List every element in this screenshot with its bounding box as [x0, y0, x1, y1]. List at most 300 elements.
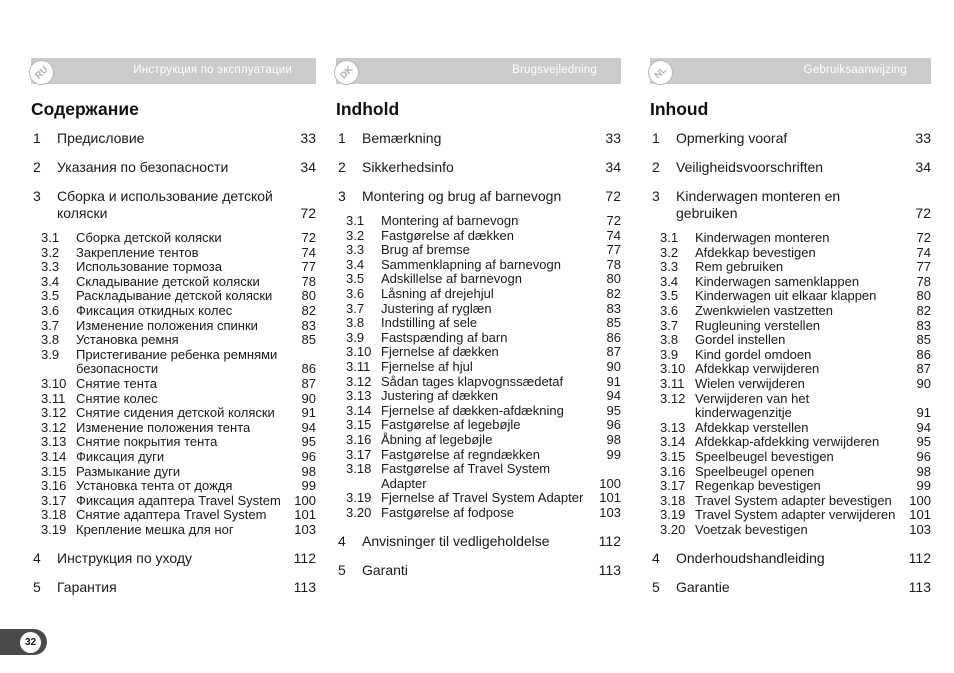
toc-entry: [336, 533, 621, 550]
toc-entry: [336, 159, 621, 176]
entry-page: 95: [916, 434, 931, 450]
entry-number: 3.5: [660, 288, 679, 304]
banner-title: Brugsvejledning: [512, 64, 597, 76]
toc-heading: Inhoud: [650, 99, 709, 119]
entry-number: 5: [652, 579, 660, 596]
entry-number: 3.6: [660, 302, 679, 318]
entry-page: 90: [301, 390, 316, 406]
entry-title: Afdekkap verwijderen: [695, 361, 820, 377]
toc-subentry: [31, 275, 316, 290]
toc-entry: [336, 130, 621, 147]
entry-title: Размыкание дуги: [76, 463, 181, 479]
entry-title: Fjernelse af hjul: [381, 358, 473, 374]
entry-number: 4: [652, 550, 660, 567]
toc-list: [650, 130, 931, 596]
entry-number: 3.11: [346, 358, 371, 374]
entry-title: Инструкция по уходу: [57, 550, 193, 567]
entry-page: 85: [301, 332, 316, 348]
toc-heading: Содержание: [31, 99, 139, 119]
toc-subentry: [31, 450, 316, 465]
toc-entry: [31, 188, 316, 222]
toc-subentry: [336, 433, 621, 448]
toc-entry: [650, 130, 931, 147]
entry-title: Rugleuning verstellen: [695, 317, 821, 333]
entry-number: 3.17: [660, 478, 686, 494]
toc-subentry: [336, 418, 621, 433]
entry-title: Montering og brug af barnevogn: [362, 188, 562, 204]
entry-number: 3.7: [41, 317, 60, 333]
entry-page: 72: [605, 188, 621, 204]
toc-subentry: [31, 465, 316, 480]
toc-subentry: [650, 348, 931, 363]
entry-number: 3.14: [660, 434, 686, 450]
banner-title: Gebruiksaanwijzing: [803, 64, 907, 76]
entry-title: Изменение положения спинки: [76, 317, 258, 333]
toc-subentry: [650, 377, 931, 392]
entry-page: 95: [301, 434, 316, 450]
entry-number: 3.11: [41, 390, 66, 406]
toc-subentry: [336, 375, 621, 390]
entry-page: 98: [301, 463, 316, 479]
toc-subentry: [31, 377, 316, 392]
entry-number: 1: [652, 130, 660, 146]
entry-title: Speelbeugel openen: [695, 463, 815, 479]
entry-number: 3.10: [660, 361, 686, 377]
entry-number: 3.1: [660, 230, 679, 245]
entry-title: Voetzak bevestigen: [695, 521, 808, 537]
entry-title: Пристегивание ребенка ремнями безопасности: [76, 346, 278, 377]
entry-page: 112: [908, 550, 931, 567]
entry-number: 3.6: [41, 302, 60, 318]
toc-subentry: [650, 479, 931, 494]
entry-page: 100: [599, 475, 621, 491]
entry-page: 34: [605, 159, 621, 175]
toc-subentry: [336, 229, 621, 244]
entry-title: Снятие тента: [76, 375, 157, 391]
toc-subentry: [650, 362, 931, 377]
toc-heading: Indhold: [336, 99, 400, 119]
toc-subentry: [650, 333, 931, 348]
entry-page: 90: [606, 358, 621, 374]
entry-number: 5: [33, 579, 41, 596]
entry-number: 3.20: [346, 504, 372, 520]
toc-entry: [31, 550, 316, 567]
toc-subentry: [336, 462, 621, 491]
entry-title: Использование тормоза: [76, 259, 222, 275]
entry-number: 3.3: [346, 242, 365, 258]
entry-title: Kinderwagen monteren en gebruiken: [676, 188, 841, 221]
entry-title: Låsning af drejehjul: [381, 285, 494, 301]
entry-title: Adskillelse af barnevogn: [381, 271, 522, 287]
entry-title: Zwenkwielen vastzetten: [695, 302, 834, 318]
toc-subentry: [31, 289, 316, 304]
toc-subentry: [31, 319, 316, 334]
entry-page: 103: [599, 504, 621, 520]
entry-title: Fjernelse af dækken-afdækning: [381, 402, 564, 418]
toc-subentry: [31, 231, 316, 246]
entry-page: 86: [916, 346, 931, 362]
entry-title: Sådan tages klapvognssædetaf: [381, 373, 564, 389]
entry-page: 77: [916, 259, 931, 275]
entry-title: Gordel instellen: [695, 332, 786, 348]
toc-entry: [31, 130, 316, 147]
entry-number: 3.9: [346, 329, 365, 345]
entry-page: 82: [916, 302, 931, 318]
entry-title: Bemærkning: [362, 130, 442, 146]
toc-subentry: [336, 258, 621, 273]
entry-number: 3.2: [660, 244, 679, 260]
entry-number: 3.18: [660, 492, 686, 508]
entry-title: Rem gebruiken: [695, 259, 784, 275]
entry-page: 83: [606, 300, 621, 316]
entry-page: 94: [916, 419, 931, 435]
entry-title: Изменение положения тента: [76, 419, 251, 435]
entry-page: 82: [606, 285, 621, 301]
entry-number: 3.9: [41, 346, 60, 362]
entry-page: 83: [916, 317, 931, 333]
toc-subentry: [336, 389, 621, 404]
language-code: RU: [33, 64, 51, 82]
entry-title: Travel System adapter bevestigen: [695, 492, 892, 508]
entry-page: 74: [301, 244, 316, 260]
entry-number: 3.6: [346, 285, 365, 301]
entry-page: 101: [909, 507, 931, 523]
language-badge: [334, 60, 359, 85]
entry-number: 4: [338, 533, 346, 550]
entry-page: 86: [301, 361, 316, 377]
entry-number: 3.4: [346, 256, 365, 272]
entry-number: 3.10: [346, 344, 372, 360]
language-code: NL: [652, 64, 670, 82]
entry-title: Снятие колес: [76, 390, 158, 406]
entry-title: Onderhoudshandleiding: [676, 550, 825, 567]
toc-list: [336, 130, 621, 579]
entry-page: 80: [916, 288, 931, 304]
toc-subentry: [650, 319, 931, 334]
entry-page: 72: [606, 213, 621, 228]
entry-number: 3.12: [41, 419, 67, 435]
entry-title: Verwijderen van het kinderwagenzitje: [695, 390, 810, 421]
entry-page: 82: [301, 302, 316, 318]
entry-title: Travel System adapter verwijderen: [695, 507, 896, 523]
toc-subentry: [336, 506, 621, 521]
entry-number: 3.20: [660, 521, 686, 537]
entry-page: 96: [916, 448, 931, 464]
entry-number: 3.7: [346, 300, 365, 316]
toc-subentry: [31, 260, 316, 275]
entry-number: 3.13: [346, 388, 372, 404]
entry-title: Montering af barnevogn: [381, 213, 519, 228]
entry-number: 3.19: [41, 521, 67, 537]
entry-title: Afdekkap-afdekking verwijderen: [695, 434, 880, 450]
toc-subentry: [336, 316, 621, 331]
entry-title: Снятие сидения детской коляски: [76, 405, 275, 421]
toc-entry: [31, 159, 316, 176]
entry-page: 77: [301, 259, 316, 275]
entry-title: Fastspænding af barn: [381, 329, 508, 345]
toc-list: [31, 130, 316, 596]
toc-entry: [650, 188, 931, 222]
entry-title: Afdekkap bevestigen: [695, 244, 816, 260]
entry-number: 3.7: [660, 317, 679, 333]
language-banner: [31, 58, 316, 84]
entry-page: 72: [915, 205, 931, 221]
entry-page: 72: [300, 205, 316, 221]
entry-page: 91: [916, 405, 931, 421]
entry-page: 90: [916, 375, 931, 391]
toc-subentry: [650, 275, 931, 290]
entry-title: Justering af dækken: [381, 388, 499, 404]
entry-page: 112: [293, 550, 316, 567]
entry-number: 3.19: [346, 490, 372, 506]
toc-subentry: [31, 246, 316, 261]
entry-number: 3.4: [660, 273, 679, 289]
entry-page: 34: [300, 159, 316, 175]
entry-number: 3.17: [41, 492, 67, 508]
entry-title: Afdekkap verstellen: [695, 419, 809, 435]
entry-title: Fjernelse af dækken: [381, 344, 499, 360]
toc-subentry: [336, 345, 621, 360]
toc-subentry: [31, 392, 316, 407]
entry-title: Fastgørelse af fodpose: [381, 504, 514, 520]
entry-page: 33: [915, 130, 931, 146]
entry-page: 72: [301, 230, 316, 245]
entry-page: 80: [301, 288, 316, 304]
entry-number: 3.19: [660, 507, 686, 523]
entry-number: 5: [338, 562, 346, 579]
entry-number: 3: [338, 188, 346, 204]
entry-page: 87: [606, 344, 621, 360]
entry-title: Brug af bremse: [381, 242, 470, 258]
toc-subentry: [650, 392, 931, 421]
entry-page: 91: [301, 405, 316, 421]
toc-subentry: [31, 333, 316, 348]
entry-number: 4: [33, 550, 41, 567]
entry-number: 3.12: [346, 373, 372, 389]
toc-subentry: [650, 523, 931, 538]
entry-title: Fastgørelse af legebøjle: [381, 417, 521, 433]
entry-page: 33: [605, 130, 621, 146]
entry-page: 87: [916, 361, 931, 377]
column-nl: [650, 58, 931, 596]
entry-number: 3.13: [660, 419, 686, 435]
entry-number: 2: [652, 159, 660, 175]
entry-title: Fastgørelse af dækken: [381, 227, 514, 243]
toc-subentry: [336, 214, 621, 229]
toc-subentry: [650, 289, 931, 304]
entry-number: 3.5: [346, 271, 365, 287]
toc-subentry: [336, 404, 621, 419]
entry-number: 3.11: [660, 375, 685, 391]
entry-page: 94: [301, 419, 316, 435]
entry-number: 3.16: [41, 478, 67, 494]
entry-number: 3.5: [41, 288, 60, 304]
entry-number: 3.16: [660, 463, 686, 479]
entry-title: Установка тента от дождя: [76, 478, 233, 494]
entry-title: Speelbeugel bevestigen: [695, 448, 834, 464]
entry-title: Фиксация дуги: [76, 448, 165, 464]
entry-title: Снятие адаптера Travel System: [76, 507, 267, 523]
entry-page: 112: [598, 533, 621, 550]
entry-page: 74: [916, 244, 931, 260]
entry-page: 78: [301, 273, 316, 289]
entry-number: 3.16: [346, 431, 372, 447]
toc-subentry: [31, 304, 316, 319]
entry-page: 103: [909, 521, 931, 537]
toc-subentry: [31, 479, 316, 494]
language-badge: [648, 60, 673, 85]
entry-title: Garantie: [676, 579, 730, 596]
toc-subentry: [650, 508, 931, 523]
entry-title: Sikkerhedsinfo: [362, 159, 454, 175]
entry-page: 96: [301, 448, 316, 464]
entry-page: 100: [294, 492, 316, 508]
toc-subentry: [650, 494, 931, 509]
toc-subentry: [31, 406, 316, 421]
entry-number: 3.1: [41, 230, 60, 245]
toc-subentry: [336, 448, 621, 463]
entry-title: Складывание детской коляски: [76, 273, 260, 289]
entry-page: 86: [606, 329, 621, 345]
entry-page: 34: [915, 159, 931, 175]
entry-page: 85: [606, 315, 621, 331]
entry-number: 3.2: [41, 244, 60, 260]
entry-title: Предисловие: [57, 130, 145, 146]
entry-title: Justering af ryglæn: [381, 300, 492, 316]
entry-page: 83: [301, 317, 316, 333]
entry-page: 113: [293, 579, 316, 596]
toc-subentry: [336, 491, 621, 506]
toc-subentry: [31, 508, 316, 523]
entry-title: Sammenklapning af barnevogn: [381, 256, 561, 272]
toc-subentry: [31, 348, 316, 377]
toc-entry: [650, 579, 931, 596]
toc-entry: [336, 562, 621, 579]
entry-title: Крепление мешка для ног: [76, 521, 234, 537]
toc-subentry: [650, 304, 931, 319]
entry-number: 3.1: [346, 213, 365, 228]
toc-entry: [650, 550, 931, 567]
entry-page: 103: [294, 521, 316, 537]
entry-page: 78: [606, 256, 621, 272]
toc-entry: [336, 188, 621, 205]
entry-title: Indstilling af sele: [381, 315, 478, 331]
entry-number: 3.15: [660, 448, 686, 464]
banner-title: Инструкция по эксплуатации: [133, 64, 292, 76]
entry-number: 3.15: [41, 463, 67, 479]
entry-title: Установка ремня: [76, 332, 179, 348]
entry-title: Fjernelse af Travel System Adapter: [381, 490, 584, 506]
entry-page: 98: [606, 431, 621, 447]
toc-entry: [650, 159, 931, 176]
entry-title: Фиксация адаптера Travel System: [76, 492, 281, 508]
entry-page: 77: [606, 242, 621, 258]
entry-number: 3.12: [41, 405, 67, 421]
entry-number: 1: [33, 130, 41, 146]
entry-number: 3.14: [346, 402, 372, 418]
entry-page: 101: [294, 507, 316, 523]
entry-number: 3.12: [660, 390, 686, 406]
entry-number: 1: [338, 130, 346, 146]
toc-subentry: [650, 465, 931, 480]
entry-number: 3.18: [346, 461, 372, 477]
toc-subentry: [31, 435, 316, 450]
entry-page: 96: [606, 417, 621, 433]
entry-title: Anvisninger til vedligeholdelse: [362, 533, 550, 550]
toc-subentry: [650, 450, 931, 465]
language-code: DK: [338, 64, 356, 82]
toc-subentry: [650, 246, 931, 261]
entry-page: 91: [606, 373, 621, 389]
entry-number: 3.8: [660, 332, 679, 348]
entry-title: Kinderwagen monteren: [695, 230, 830, 245]
toc-subentry: [336, 331, 621, 346]
entry-page: 80: [606, 271, 621, 287]
entry-page: 74: [606, 227, 621, 243]
entry-number: 3.18: [41, 507, 67, 523]
toc-subentry: [650, 260, 931, 275]
toc-entry: [31, 579, 316, 596]
entry-number: 3.2: [346, 227, 365, 243]
toc-subentry: [336, 360, 621, 375]
toc-subentry: [31, 494, 316, 509]
toc-subentry: [336, 272, 621, 287]
entry-title: Сборка детской коляски: [76, 230, 222, 245]
entry-page: 98: [916, 463, 931, 479]
page-number: 32: [20, 632, 41, 653]
entry-title: Снятие покрытия тента: [76, 434, 218, 450]
entry-title: Гарантия: [57, 579, 117, 596]
toc-subentry: [336, 287, 621, 302]
entry-number: 3.17: [346, 446, 372, 462]
entry-title: Opmerking vooraf: [676, 130, 788, 146]
entry-number: 3.13: [41, 434, 67, 450]
entry-title: Раскладывание детской коляски: [76, 288, 273, 304]
entry-number: 2: [338, 159, 346, 175]
entry-page: 100: [909, 492, 931, 508]
entry-title: Fastgørelse af Travel System Adapter: [381, 461, 551, 491]
entry-number: 3: [33, 188, 41, 204]
entry-title: Åbning af legebøjle: [381, 431, 493, 447]
entry-number: 3.14: [41, 448, 67, 464]
entry-page: 33: [300, 130, 316, 146]
column-dk: [336, 58, 621, 579]
entry-title: Wielen verwijderen: [695, 375, 805, 391]
entry-title: Fastgørelse af regndækken: [381, 446, 540, 462]
entry-title: Kinderwagen uit elkaar klappen: [695, 288, 877, 304]
entry-page: 113: [598, 562, 621, 579]
column-ru: [31, 58, 316, 596]
entry-number: 3.15: [346, 417, 372, 433]
entry-page: 87: [301, 375, 316, 391]
entry-page: 99: [301, 478, 316, 494]
entry-title: Фиксация откидных колес: [76, 302, 233, 318]
entry-number: 3.10: [41, 375, 67, 391]
entry-number: 3.3: [41, 259, 60, 275]
language-banner: [336, 58, 621, 84]
entry-number: 3: [652, 188, 660, 204]
entry-page: 101: [599, 490, 621, 506]
entry-title: Regenkap bevestigen: [695, 478, 821, 494]
entry-number: 3.4: [41, 273, 60, 289]
entry-page: 99: [916, 478, 931, 494]
entry-title: Garanti: [362, 562, 408, 579]
language-banner: [650, 58, 931, 84]
entry-number: 3.8: [41, 332, 60, 348]
entry-page: 94: [606, 388, 621, 404]
toc-subentry: [336, 302, 621, 317]
entry-title: Указания по безопасности: [57, 159, 229, 175]
